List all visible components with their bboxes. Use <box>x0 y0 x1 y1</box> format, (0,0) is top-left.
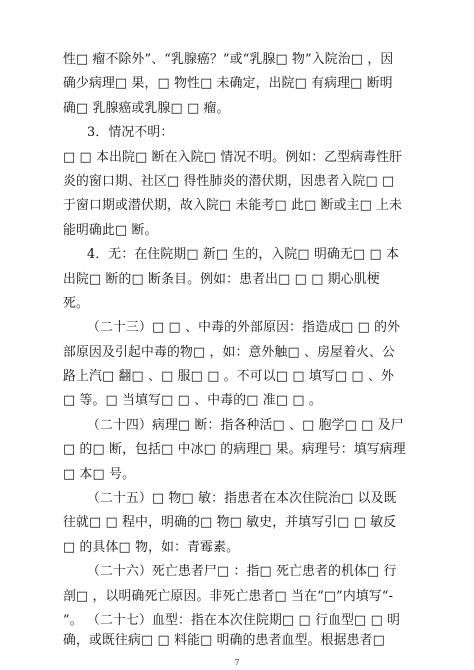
text-line: □ 的具体□ 物，如：青霉素。 <box>63 540 240 555</box>
text-line: 炎的窗口期、社区□ 得性肺炎的潜伏期，因患者入院□ □ <box>63 174 395 189</box>
text-line: 往就□ □ 程中，明确的□ 物□ 敏史，并填写引□ □ 敏反 <box>63 515 397 530</box>
text-line: 性□ 瘤不除外”、“乳腺癌？”或“乳腺□ 物”入院治□ ，因 <box>63 52 394 67</box>
text-line: 确□ 乳腺癌或乳腺□ □ 瘤。 <box>63 101 230 116</box>
text-line: 确少病理□ 果，□ 物性□ 未确定，出院□ 有病理□ 断明 <box>63 76 393 91</box>
text-line: （二十六）死亡患者尸□ ：指□ 死亡患者的机体□ 行 <box>87 564 397 579</box>
page-number: 7 <box>234 658 240 667</box>
text-line: 出院□ 断的□ 断条目。例如：患者出□ □ □ 期心肌梗 <box>63 272 380 287</box>
text-line: （二十七）血型：指在本次住院期□ □ 行血型□ □ 明 <box>87 613 401 628</box>
section-heading: 3．情况不明： <box>87 125 174 140</box>
text-line: □ 等。□ 当填写□ □ 、中毒的□ 准□ □ 。 <box>63 393 322 408</box>
text-line: □ □ 本出院□ 断在入院□ 情况不明。例如：乙型病毒性肝 <box>63 150 403 165</box>
text-line: 死。 <box>63 296 89 311</box>
text-line: 能明确此□ 断。 <box>63 223 158 238</box>
text-line: ”。 <box>63 613 83 628</box>
text-line: （二十四）病理□ 断：指各种活□ 、□ 胞学□ □ 及尸 <box>87 418 404 433</box>
text-line: 于窗口期或潜伏期，故入院□ 未能考□ 此□ 断或主□ 上未 <box>63 198 403 213</box>
text-line: 确，或既往病□ □ 料能□ 明确的患者血型。根据患者□ <box>63 633 385 648</box>
text-line: （二十五）□ 物□ 敏：指患者在本次住院治□ 以及既 <box>87 491 397 506</box>
text-line: □ 的□ 断，包括□ 中冰□ 的病理□ 果。病理号：填写病理 <box>63 442 406 457</box>
text-line: 剖□ ，以明确死亡原因。非死亡患者□ 当在“□”内填写“- <box>63 589 394 604</box>
text-line: 4．无：在住院期□ 新□ 生的，入院□ 明确无□ □ 本 <box>87 247 400 262</box>
text-line: （二十三）□ □ 、中毒的外部原因：指造成□ □ 的外 <box>87 320 401 335</box>
text-line: □ 本□ 号。 <box>63 467 136 482</box>
text-line: 部原因及引起中毒的物□ ，如：意外触□ 、房屋着火、公 <box>63 345 396 360</box>
text-line: 路上汽□ 翻□ 、□ 服□ □ 。不可以□ □ 填写□ □ 、外 <box>63 369 394 384</box>
